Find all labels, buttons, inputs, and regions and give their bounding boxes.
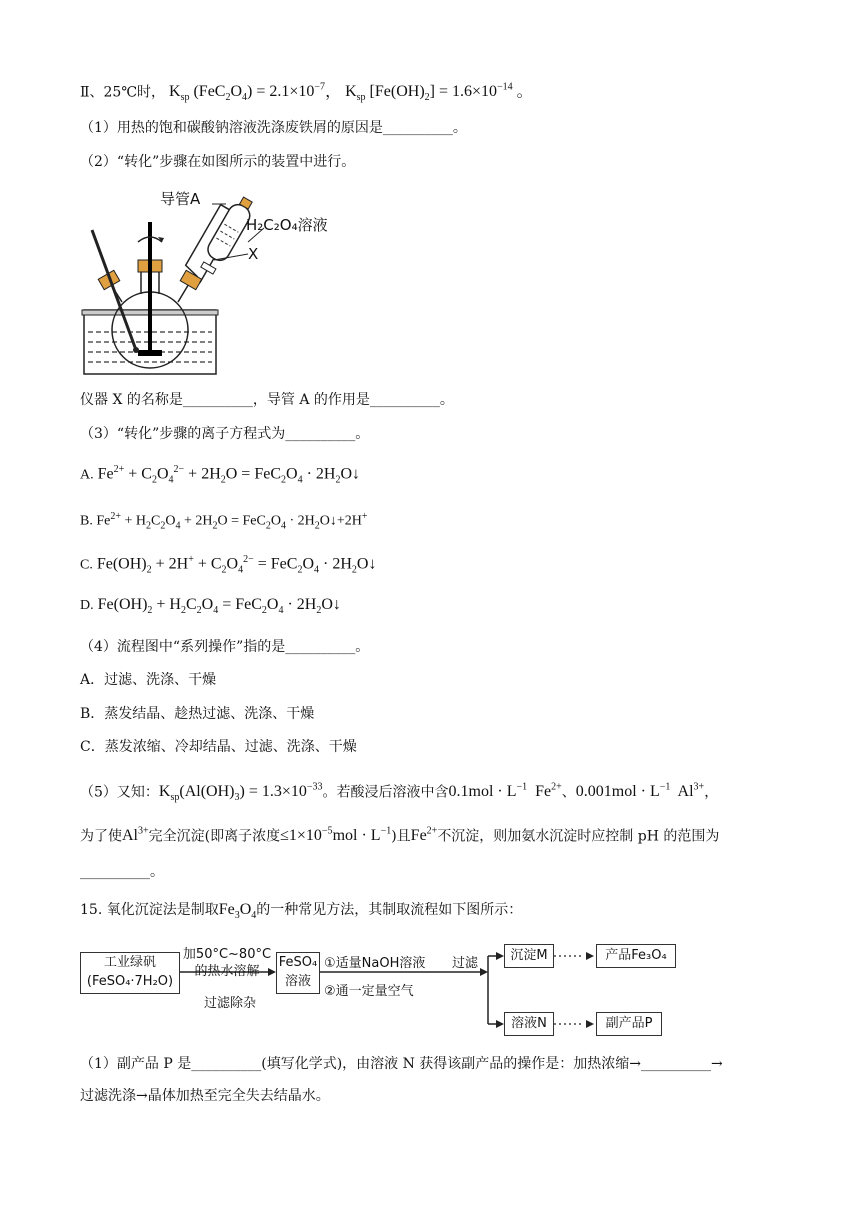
flow-chart xyxy=(78,940,678,1040)
label-guide-tube-a: 导管A xyxy=(160,190,201,208)
question-1: （1）用热的饱和碳酸钠溶液洗涤废铁屑的原因是__________。 xyxy=(80,120,467,136)
dots-n xyxy=(558,1010,579,1023)
question-4-option-c: C．蒸发浓缩、冷却结晶、过滤、洗涤、干燥 xyxy=(80,739,357,755)
step-filter-impurity: 过滤除杂 xyxy=(203,996,256,1011)
apparatus-diagram xyxy=(78,182,378,378)
label-x: X xyxy=(248,245,259,263)
box-byproduct-p: 副产品P xyxy=(596,1012,662,1036)
step-filter: 过滤 xyxy=(452,956,479,971)
question-4: （4）流程图中“系列操作”指的是__________。 xyxy=(80,639,370,655)
question-4-option-b: B．蒸发结晶、趁热过滤、洗涤、干燥 xyxy=(80,706,315,722)
step-dissolve: 加50°C~80°C 的热水溶解 xyxy=(182,947,272,979)
box-feso4-solution: FeSO₄ 溶液 xyxy=(276,952,320,994)
box-green-vitriol: 工业绿矾 (FeSO₄·7H₂O) xyxy=(80,952,180,994)
step-air: ②通一定量空气 xyxy=(324,984,414,999)
label-h2c2o4: H₂C₂O₄溶液 xyxy=(246,216,328,234)
ksp-line: Ⅱ、25℃时， $K_{sp}$ $(FeC_2O_4) = 2.1\times 10^{-7}$， $K_{sp}$ $[Fe(OH)_2] = 1.6\times 10^{-14}$ 。 xyxy=(80,82,533,104)
ksp-feoh2: $K_{sp}$ $[Fe(OH)_2] = 1.6\times 10^{-14}$ xyxy=(345,82,513,104)
question-15: 15. 氧化沉淀法是制取$Fe_3O_4$的一种常见方法，其制取流程如下图所示： xyxy=(80,901,523,922)
option-d: D. $Fe(OH)_2 + H_2C_2O_4 = FeC_2O_4$ · $2H_2O↓$ xyxy=(80,596,341,617)
option-a: A. $Fe^{2+} + C_2O_4^{2-} + 2H_2O = FeC_2O_4$ · $2H_2O↓$ xyxy=(80,464,361,486)
question-15-1: （1）副产品 P 是__________(填写化学式)，由溶液 N 获得该副产品的操作是：加热浓缩→__________→ xyxy=(80,1056,723,1072)
box-solution-n: 溶液N xyxy=(504,1012,554,1036)
ksp-fec2o4: $K_{sp}$ $(FeC_2O_4) = 2.1\times 10^{-7}$ xyxy=(169,82,326,104)
dots-m xyxy=(558,942,579,955)
question-5-line3: __________。 xyxy=(80,864,164,880)
question-5-line2: 为了使$Al^{3+}$完全沉淀(即离子浓度$\le 1\times 10^{-5}mol \cdot L^{-1}$)且$Fe^{2+}$不沉淀，则加氨水沉淀时应控制 pH 的范围为 xyxy=(80,826,720,845)
question-15-1b: 过滤洗涤→晶体加热至完全失去结晶水。 xyxy=(80,1088,330,1104)
ksp-intro: Ⅱ、25℃时， xyxy=(80,84,165,101)
question-2b: 仪器 X 的名称是__________，导管 A 的作用是__________。 xyxy=(80,392,454,408)
box-precipitate-m: 沉淀M xyxy=(504,944,554,968)
question-4-option-a: A．过滤、洗涤、干燥 xyxy=(80,672,217,688)
option-b: B. $Fe^{2+} + H_2C_2O_4 + 2H_2O = FeC_2O_4$ · $2H_2O↓+2H^+$ xyxy=(80,511,368,532)
option-c: C. $Fe(OH)_2 + 2H^+ + C_2O_4^{2-} = FeC_2O_4$ · $2H_2O↓$ xyxy=(80,554,377,576)
question-5-line1: （5）又知：$K_{sp}(Al(OH)_3) = 1.3\times 10^{-33}$。若酸浸后溶液中含$0.1mol \cdot L^{-1}$ $Fe^{2+}$、$0.001mol \cdot L^{-1}$ $Al^{3+}$， xyxy=(80,782,719,804)
box-product-fe3o4: 产品Fe₃O₄ xyxy=(596,944,676,968)
question-2: （2）“转化”步骤在如图所示的装置中进行。 xyxy=(80,154,356,170)
step-naoh: ①适量NaOH溶液 xyxy=(324,956,426,971)
question-3: （3）“转化”步骤的离子方程式为__________。 xyxy=(80,426,370,442)
